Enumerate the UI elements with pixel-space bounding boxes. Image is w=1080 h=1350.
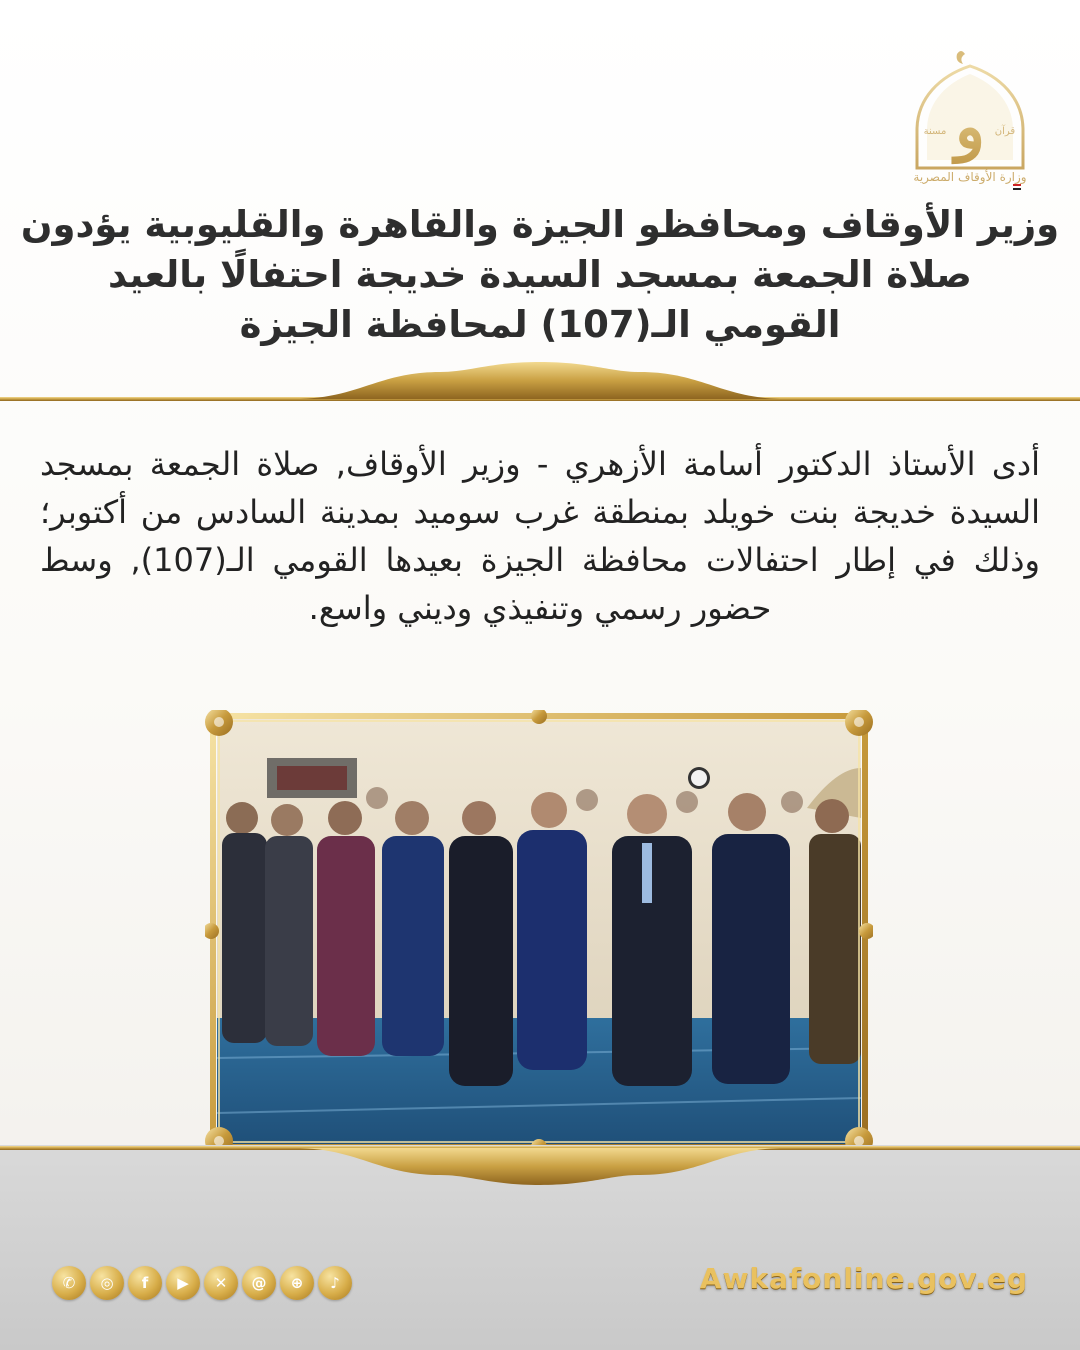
globe-icon[interactable]: ⊕: [280, 1266, 314, 1300]
headline: [20, 200, 1060, 350]
ornate-gold-frame: [205, 710, 873, 1153]
gold-divider-top: [0, 352, 1080, 412]
svg-text:و: و: [955, 90, 985, 163]
headline-line: القومي الـ(107) لمحافظة الجيزة: [239, 303, 841, 346]
social-links: [52, 1266, 352, 1300]
x-icon[interactable]: ✕: [204, 1266, 238, 1300]
youtube-icon[interactable]: ▶: [166, 1266, 200, 1300]
logo-text: وزارة الأوقاف المصرية: [913, 170, 1027, 184]
headline-line: وزير الأوقاف ومحافظو الجيزة والقاهرة والقليوبية يؤدون: [20, 203, 1060, 246]
article-body: أدى الأستاذ الدكتور أسامة الأزهري - وزير الأوقاف, صلاة الجمعة بمسجد السيدة خديجة بنت خويلد بمنطقة غرب سوميد بمدينة السادس من أكتوبر؛ وذلك في إطار احتفالات محافظة الجيزة بعيدها القومي الـ(107), وسط حضور رسمي وتنفيذي وديني واسع.: [40, 445, 1040, 627]
threads-icon[interactable]: @: [242, 1266, 276, 1300]
facebook-icon[interactable]: f: [128, 1266, 162, 1300]
tiktok-icon[interactable]: ♪: [318, 1266, 352, 1300]
headline-line: صلاة الجمعة بمسجد السيدة خديجة احتفالًا بالعيد: [108, 253, 972, 296]
gold-divider-bottom: [0, 1140, 1080, 1200]
ministry-logo: [895, 48, 1045, 198]
photo-frame: [205, 710, 873, 1153]
website-link[interactable]: Awkafonline.gov.eg: [699, 1262, 1028, 1295]
svg-text:قرآن: قرآن: [994, 126, 1016, 137]
svg-text:مسنة: مسنة: [923, 126, 947, 137]
instagram-icon[interactable]: ◎: [90, 1266, 124, 1300]
whatsapp-icon[interactable]: ✆: [52, 1266, 86, 1300]
